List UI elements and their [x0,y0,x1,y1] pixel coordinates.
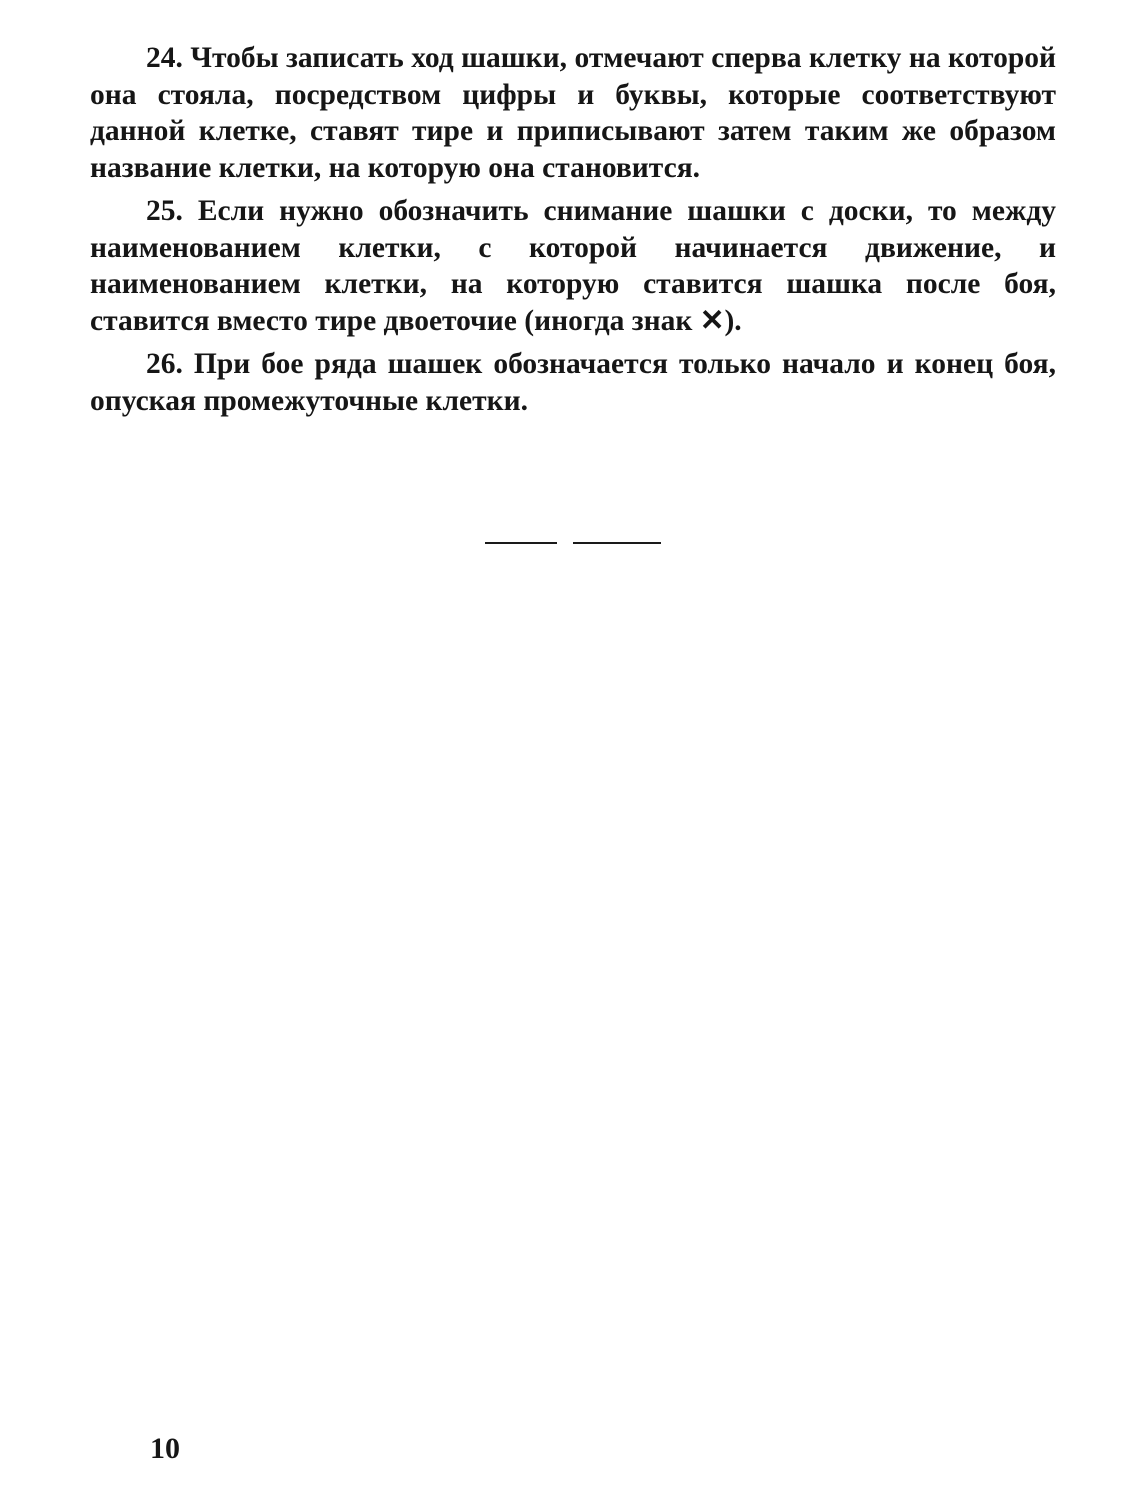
paragraph-number: 26. [146,348,183,380]
paragraph-number: 24. [146,42,183,74]
paragraph-number: 25. [146,195,183,227]
paragraph-25 [90,193,1056,339]
section-divider [485,542,661,545]
divider-dash [573,542,661,544]
divider-dash [485,542,557,544]
paragraph-text: При бое ряда шашек обозначается только начало и конец боя, опуская промежуточные клетки. [90,348,1056,417]
paragraph-26 [90,346,1056,419]
page-number: 10 [150,1432,180,1465]
paragraph-text: Если нужно обозначить снимание шашки с доски, то между наименованием клетки, с которой начинается движение, и наименованием клетки, на которую ставится шашка после боя, ставится вместо тире двоеточие (иногда знак ✕). [90,195,1057,337]
paragraph-text: Чтобы записать ход шашки, отмечают сперва клетку на которой она стояла, посредством цифры и буквы, которые соответствуют данной клетке, ставят тире и приписывают затем таким же образом название клетки, на которую она становится. [90,42,1056,184]
text-body [90,40,1056,426]
paragraph-24 [90,40,1056,186]
